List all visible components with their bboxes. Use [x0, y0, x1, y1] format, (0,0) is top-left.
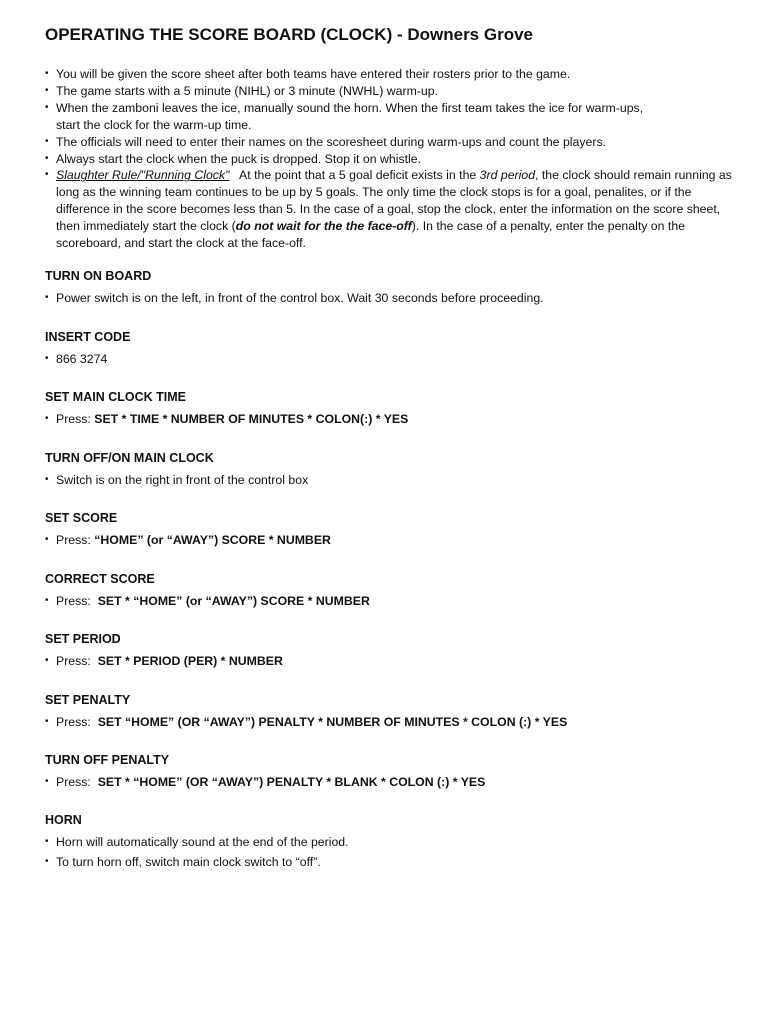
intro-text: start the clock for the warm-up time.	[56, 117, 252, 132]
section-list	[45, 470, 735, 490]
intro-item-slaughter-rule	[45, 167, 735, 252]
intro-item-puck-drop	[45, 151, 735, 168]
list-item	[45, 852, 735, 872]
section-set-period	[45, 631, 735, 671]
list-item	[45, 409, 735, 429]
section-heading: SET PENALTY	[45, 693, 131, 707]
list-item	[45, 651, 735, 671]
list-item	[45, 772, 735, 792]
section-list	[45, 832, 735, 872]
item-text: To turn horn off, switch main clock switch to “off”.	[56, 855, 321, 869]
intro-text: At the point that a 5 goal deficit exists in the	[229, 168, 480, 183]
intro-text: The game starts with a 5 minute (NIHL) or 3 minute (NWHL) warm-up.	[56, 83, 438, 98]
document-title: OPERATING THE SCORE BOARD (CLOCK) - Downers Grove	[45, 25, 533, 44]
section-heading: CORRECT SCORE	[45, 572, 155, 586]
list-item	[45, 530, 735, 550]
section-correct-score	[45, 571, 735, 611]
key-sequence: SET * PERIOD (PER) * NUMBER	[97, 654, 283, 668]
press-prefix: Press:	[56, 594, 98, 608]
intro-item-score-sheet	[45, 66, 735, 83]
section-set-penalty	[45, 692, 735, 732]
list-item	[45, 288, 735, 308]
section-heading: HORN	[45, 813, 82, 827]
list-item	[45, 832, 735, 852]
section-set-main-clock-time	[45, 389, 735, 429]
intro-text: , the clock should remain running as long as the winning team continues to be up by 5 goals. The only time the clock stops is for a goal, penalites, or if the difference in the score becomes less than 5. In the case of a goal, stop the clock, enter the information on the score sheet, then immediately start the clock (	[56, 168, 732, 234]
item-text: Power switch is on the left, in front of the control box. Wait 30 seconds before proceeding.	[56, 291, 544, 305]
intro-text: You will be given the score sheet after both teams have entered their rosters prior to the game.	[56, 67, 571, 81]
slaughter-rule-label: Slaughter Rule/"Running Clock"	[56, 168, 230, 183]
section-list	[45, 288, 735, 308]
press-prefix: Press:	[56, 412, 95, 426]
item-text: 866 3274	[56, 352, 108, 366]
section-turn-off-on-main-clock	[45, 450, 735, 490]
press-prefix: Press:	[56, 654, 98, 668]
section-heading: SET SCORE	[45, 511, 118, 525]
press-prefix: Press:	[56, 775, 98, 789]
section-list	[45, 409, 735, 429]
section-list	[45, 349, 735, 369]
intro-text: The officials will need to enter their names on the scoresheet during warm-ups and count the players.	[56, 134, 607, 149]
press-prefix: Press:	[56, 715, 98, 729]
section-heading: INSERT CODE	[45, 330, 131, 344]
key-sequence: “HOME” (or “AWAY”) SCORE * NUMBER	[94, 533, 331, 547]
section-set-score	[45, 510, 735, 550]
section-turn-on-board	[45, 268, 735, 308]
section-insert-code	[45, 329, 735, 369]
section-list	[45, 712, 735, 732]
section-heading: SET PERIOD	[45, 632, 121, 646]
section-list	[45, 651, 735, 671]
list-item	[45, 591, 735, 611]
section-list	[45, 772, 735, 792]
list-item	[45, 712, 735, 732]
section-heading: SET MAIN CLOCK TIME	[45, 390, 186, 404]
section-list	[45, 591, 735, 611]
press-prefix: Press:	[56, 533, 95, 547]
key-sequence: SET “HOME” (OR “AWAY”) PENALTY * NUMBER OF MINUTES * COLON (:) * YES	[97, 715, 568, 729]
section-horn	[45, 812, 735, 872]
period-emphasis: 3rd period	[479, 168, 536, 183]
face-off-emphasis: do not wait for the the face-off	[235, 219, 412, 234]
item-text: Horn will automatically sound at the end of the period.	[56, 835, 349, 849]
section-heading: TURN OFF PENALTY	[45, 753, 170, 767]
section-heading: TURN ON BOARD	[45, 269, 152, 283]
intro-item-officials	[45, 134, 735, 151]
item-text: Switch is on the right in front of the control box	[56, 473, 309, 487]
intro-list	[45, 66, 735, 252]
intro-text: ). In the case of a penalty, enter the penalty on the scoreboard, and start the clock at the face-off.	[56, 219, 685, 251]
list-item	[45, 470, 735, 490]
section-list	[45, 530, 735, 550]
section-heading: TURN OFF/ON MAIN CLOCK	[45, 451, 214, 465]
key-sequence: SET * “HOME” (OR “AWAY”) PENALTY * BLANK * COLON (:) * YES	[97, 775, 486, 789]
intro-item-zamboni	[45, 100, 735, 134]
section-turn-off-penalty	[45, 752, 735, 792]
intro-text: Always start the clock when the puck is dropped. Stop it on whistle.	[56, 151, 421, 166]
key-sequence: SET * TIME * NUMBER OF MINUTES * COLON(:) * YES	[94, 412, 409, 426]
key-sequence: SET * “HOME” (or “AWAY”) SCORE * NUMBER	[97, 594, 370, 608]
intro-text: When the zamboni leaves the ice, manually sound the horn. When the first team takes the ice for warm-ups,	[56, 100, 644, 115]
list-item	[45, 349, 735, 369]
intro-item-warmup	[45, 83, 735, 100]
